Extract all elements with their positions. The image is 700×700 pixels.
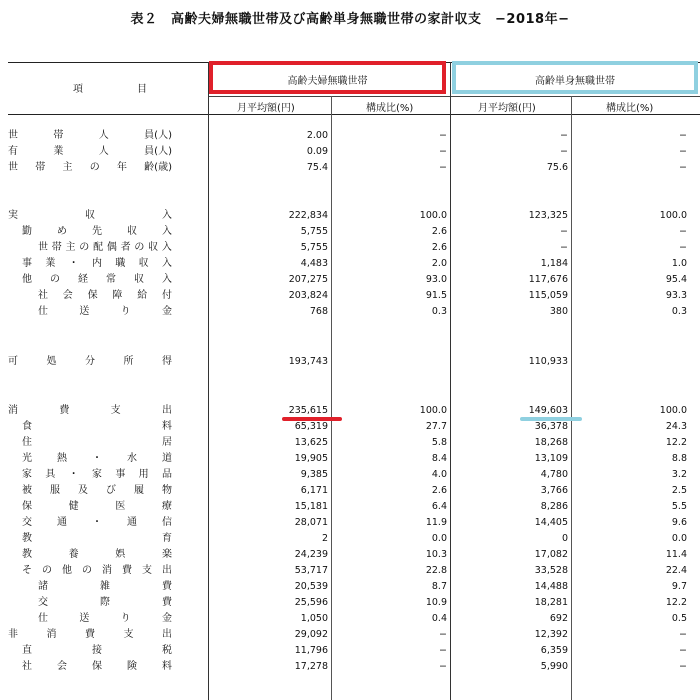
- row-label: 仕 送 り 金: [38, 613, 172, 624]
- monthly-single-cell: 14,405: [534, 517, 568, 528]
- ratio-single-cell: 0.5: [671, 613, 687, 624]
- row-label: 非 消 費 支 出: [8, 629, 172, 640]
- ratio-single-cell: 95.4: [665, 274, 687, 285]
- table-row: [0, 612, 700, 626]
- row-label: 世 帯 主 の 年 齢(歳): [8, 162, 172, 173]
- ratio-single-cell: −: [679, 226, 687, 237]
- ratio-single-cell: 100.0: [659, 405, 687, 416]
- monthly-single-cell: 117,676: [528, 274, 568, 285]
- ratio-single-cell: 9.7: [671, 581, 687, 592]
- table-row: [0, 257, 700, 271]
- monthly-couple-cell: 0.09: [306, 146, 328, 157]
- monthly-single-cell: 12,392: [534, 629, 568, 640]
- ratio-couple-cell: 100.0: [419, 405, 447, 416]
- row-label: 勤 め 先 収 入: [22, 226, 172, 237]
- monthly-couple-cell: 222,834: [288, 210, 328, 221]
- row-label: 他 の 経 常 収 入: [22, 274, 172, 285]
- table-row: [0, 241, 700, 255]
- monthly-single-cell: 380: [549, 306, 568, 317]
- ratio-single-cell: 2.5: [671, 485, 687, 496]
- table-row: [0, 225, 700, 239]
- monthly-couple-cell: 19,905: [294, 453, 328, 464]
- row-label: 直 接 税: [22, 645, 172, 656]
- row-label: 事 業 ・ 内 職 収 入: [22, 258, 172, 269]
- ratio-couple-cell: −: [439, 629, 447, 640]
- group1-ratio-header: 構成比(%): [366, 103, 414, 114]
- header-bottom-rule: [8, 114, 700, 115]
- monthly-couple-cell: 1,050: [300, 613, 328, 624]
- header-group-divider: [209, 96, 700, 97]
- row-label: 光 熱 ・ 水 道: [22, 453, 172, 464]
- row-label: 食 料: [22, 421, 172, 432]
- row-label: 世 帯 主 の 配 偶 者 の 収 入: [38, 242, 172, 253]
- row-label: 教 養 娯 楽: [22, 549, 172, 560]
- row-label: 交 際 費: [38, 597, 172, 608]
- monthly-couple-cell: 5,755: [300, 242, 328, 253]
- table-row: [0, 452, 700, 466]
- ratio-single-cell: 93.3: [665, 290, 687, 301]
- monthly-single-cell: 18,268: [534, 437, 568, 448]
- row-label: 交 通 ・ 通 信: [22, 517, 172, 528]
- monthly-couple-cell: 193,743: [288, 356, 328, 367]
- monthly-couple-cell: 2.00: [306, 130, 328, 141]
- ratio-couple-cell: 5.8: [431, 437, 447, 448]
- ratio-single-cell: 11.4: [665, 549, 687, 560]
- ratio-couple-cell: 22.8: [425, 565, 447, 576]
- monthly-couple-cell: 9,385: [300, 469, 328, 480]
- ratio-single-cell: −: [679, 661, 687, 672]
- ratio-single-cell: 12.2: [665, 597, 687, 608]
- row-label: 諸 雑 費: [38, 581, 172, 592]
- monthly-couple-cell: 17,278: [294, 661, 328, 672]
- monthly-couple-cell: 24,239: [294, 549, 328, 560]
- table-row: [0, 273, 700, 287]
- ratio-single-cell: −: [679, 130, 687, 141]
- group2-monthly-header: 月平均額(円): [478, 103, 536, 114]
- ratio-couple-cell: 6.4: [431, 501, 447, 512]
- ratio-couple-cell: 0.4: [431, 613, 447, 624]
- monthly-single-cell: 14,488: [534, 581, 568, 592]
- ratio-couple-cell: −: [439, 130, 447, 141]
- ratio-couple-cell: 0.3: [431, 306, 447, 317]
- ratio-couple-cell: 0.0: [431, 533, 447, 544]
- monthly-single-cell: 0: [561, 533, 568, 544]
- group2-title: 高齢単身無職世帯: [535, 76, 615, 87]
- monthly-single-cell: 692: [549, 613, 568, 624]
- item-header-1: 項: [73, 84, 83, 95]
- row-label: 有 業 人 員(人): [8, 146, 172, 157]
- table-row: [0, 436, 700, 450]
- ratio-couple-cell: 93.0: [425, 274, 447, 285]
- monthly-couple-cell: 53,717: [294, 565, 328, 576]
- table-row: [0, 500, 700, 514]
- row-label: 社 会 保 障 給 付: [38, 290, 172, 301]
- ratio-single-cell: 22.4: [665, 565, 687, 576]
- ratio-couple-cell: 100.0: [419, 210, 447, 221]
- ratio-couple-cell: 2.6: [431, 242, 447, 253]
- ratio-couple-cell: 2.0: [431, 258, 447, 269]
- ratio-single-cell: 24.3: [665, 421, 687, 432]
- monthly-couple-cell: 75.4: [306, 162, 328, 173]
- table-row: [0, 628, 700, 642]
- table-row: [0, 289, 700, 303]
- ratio-couple-cell: 8.4: [431, 453, 447, 464]
- table-row: [0, 305, 700, 319]
- table-row: [0, 516, 700, 530]
- row-label: 仕 送 り 金: [38, 306, 172, 317]
- table-row: [0, 161, 700, 175]
- monthly-couple-cell: 25,596: [294, 597, 328, 608]
- table-row: [0, 420, 700, 434]
- monthly-couple-cell: 5,755: [300, 226, 328, 237]
- monthly-single-cell: 6,359: [540, 645, 568, 656]
- monthly-single-cell: 17,082: [534, 549, 568, 560]
- ratio-couple-cell: −: [439, 146, 447, 157]
- ratio-couple-cell: 10.9: [425, 597, 447, 608]
- row-label: 世 帯 人 員(人): [8, 130, 172, 141]
- monthly-single-cell: 115,059: [528, 290, 568, 301]
- row-label: 消 費 支 出: [8, 405, 172, 416]
- monthly-single-cell: −: [560, 130, 568, 141]
- ratio-couple-cell: 2.6: [431, 485, 447, 496]
- monthly-couple-cell: 11,796: [294, 645, 328, 656]
- ratio-couple-cell: −: [439, 162, 447, 173]
- row-label: 社 会 保 険 料: [22, 661, 172, 672]
- monthly-single-cell: 75.6: [546, 162, 568, 173]
- table-row: [0, 580, 700, 594]
- page-title: 表２ 高齢夫婦無職世帯及び高齢単身無職世帯の家計収支 −2018年−: [130, 12, 570, 27]
- table-row: [0, 660, 700, 674]
- table-row: [0, 596, 700, 610]
- monthly-single-cell: 3,766: [540, 485, 568, 496]
- monthly-couple-cell: 15,181: [294, 501, 328, 512]
- ratio-couple-cell: 11.9: [425, 517, 447, 528]
- ratio-single-cell: 0.0: [671, 533, 687, 544]
- monthly-single-cell: 110,933: [528, 356, 568, 367]
- monthly-couple-cell: 6,171: [300, 485, 328, 496]
- monthly-single-cell: 8,286: [540, 501, 568, 512]
- monthly-single-cell: −: [560, 226, 568, 237]
- ratio-single-cell: 1.0: [671, 258, 687, 269]
- ratio-couple-cell: 27.7: [425, 421, 447, 432]
- row-label: 住 居: [22, 437, 172, 448]
- group1-title: 高齢夫婦無職世帯: [287, 76, 368, 87]
- monthly-single-cell: 5,990: [540, 661, 568, 672]
- ratio-couple-cell: 2.6: [431, 226, 447, 237]
- monthly-single-cell: −: [560, 242, 568, 253]
- item-header-2: 目: [137, 84, 147, 95]
- table-row: [0, 644, 700, 658]
- consumption-underline-blue: [520, 417, 582, 421]
- ratio-single-cell: 8.8: [671, 453, 687, 464]
- table-row: [0, 484, 700, 498]
- monthly-couple-cell: 768: [309, 306, 328, 317]
- table-row: [0, 355, 700, 369]
- monthly-couple-cell: 203,824: [288, 290, 328, 301]
- monthly-single-cell: 1,184: [540, 258, 568, 269]
- monthly-single-cell: 36,378: [534, 421, 568, 432]
- ratio-single-cell: −: [679, 629, 687, 640]
- ratio-single-cell: 0.3: [671, 306, 687, 317]
- ratio-single-cell: −: [679, 162, 687, 173]
- row-label: 可 処 分 所 得: [8, 356, 172, 367]
- row-label: そ の 他 の 消 費 支 出: [22, 565, 172, 576]
- consumption-underline-red: [282, 417, 342, 421]
- table-row: [0, 532, 700, 546]
- monthly-single-cell: 13,109: [534, 453, 568, 464]
- ratio-couple-cell: 8.7: [431, 581, 447, 592]
- ratio-single-cell: 5.5: [671, 501, 687, 512]
- table-row: [0, 145, 700, 159]
- monthly-couple-cell: 65,319: [294, 421, 328, 432]
- ratio-couple-cell: −: [439, 661, 447, 672]
- monthly-single-cell: 123,325: [528, 210, 568, 221]
- row-label: 実 収 入: [8, 210, 172, 221]
- ratio-single-cell: 9.6: [671, 517, 687, 528]
- monthly-couple-cell: 20,539: [294, 581, 328, 592]
- ratio-single-cell: 100.0: [659, 210, 687, 221]
- row-label: 保 健 医 療: [22, 501, 172, 512]
- ratio-couple-cell: 4.0: [431, 469, 447, 480]
- monthly-couple-cell: 28,071: [294, 517, 328, 528]
- monthly-couple-cell: 235,615: [288, 405, 328, 416]
- table-row: [0, 564, 700, 578]
- monthly-single-cell: 149,603: [528, 405, 568, 416]
- monthly-couple-cell: 29,092: [294, 629, 328, 640]
- monthly-single-cell: −: [560, 146, 568, 157]
- monthly-couple-cell: 2: [321, 533, 328, 544]
- ratio-single-cell: −: [679, 645, 687, 656]
- row-label: 教 育: [22, 533, 172, 544]
- table-row: [0, 468, 700, 482]
- monthly-single-cell: 4,780: [540, 469, 568, 480]
- ratio-couple-cell: 10.3: [425, 549, 447, 560]
- ratio-couple-cell: 91.5: [425, 290, 447, 301]
- ratio-single-cell: −: [679, 242, 687, 253]
- monthly-couple-cell: 13,625: [294, 437, 328, 448]
- monthly-single-cell: 33,528: [534, 565, 568, 576]
- monthly-couple-cell: 4,483: [300, 258, 328, 269]
- group1-monthly-header: 月平均額(円): [237, 103, 295, 114]
- table-row: [0, 548, 700, 562]
- table-row: [0, 129, 700, 143]
- monthly-single-cell: 18,281: [534, 597, 568, 608]
- group2-ratio-header: 構成比(%): [606, 103, 654, 114]
- table-row: [0, 209, 700, 223]
- table-row: [0, 404, 700, 418]
- ratio-single-cell: −: [679, 146, 687, 157]
- ratio-couple-cell: −: [439, 645, 447, 656]
- row-label: 被 服 及 び 履 物: [22, 485, 172, 496]
- row-label: 家 具 ・ 家 事 用 品: [22, 469, 172, 480]
- ratio-single-cell: 12.2: [665, 437, 687, 448]
- ratio-single-cell: 3.2: [671, 469, 687, 480]
- monthly-couple-cell: 207,275: [288, 274, 328, 285]
